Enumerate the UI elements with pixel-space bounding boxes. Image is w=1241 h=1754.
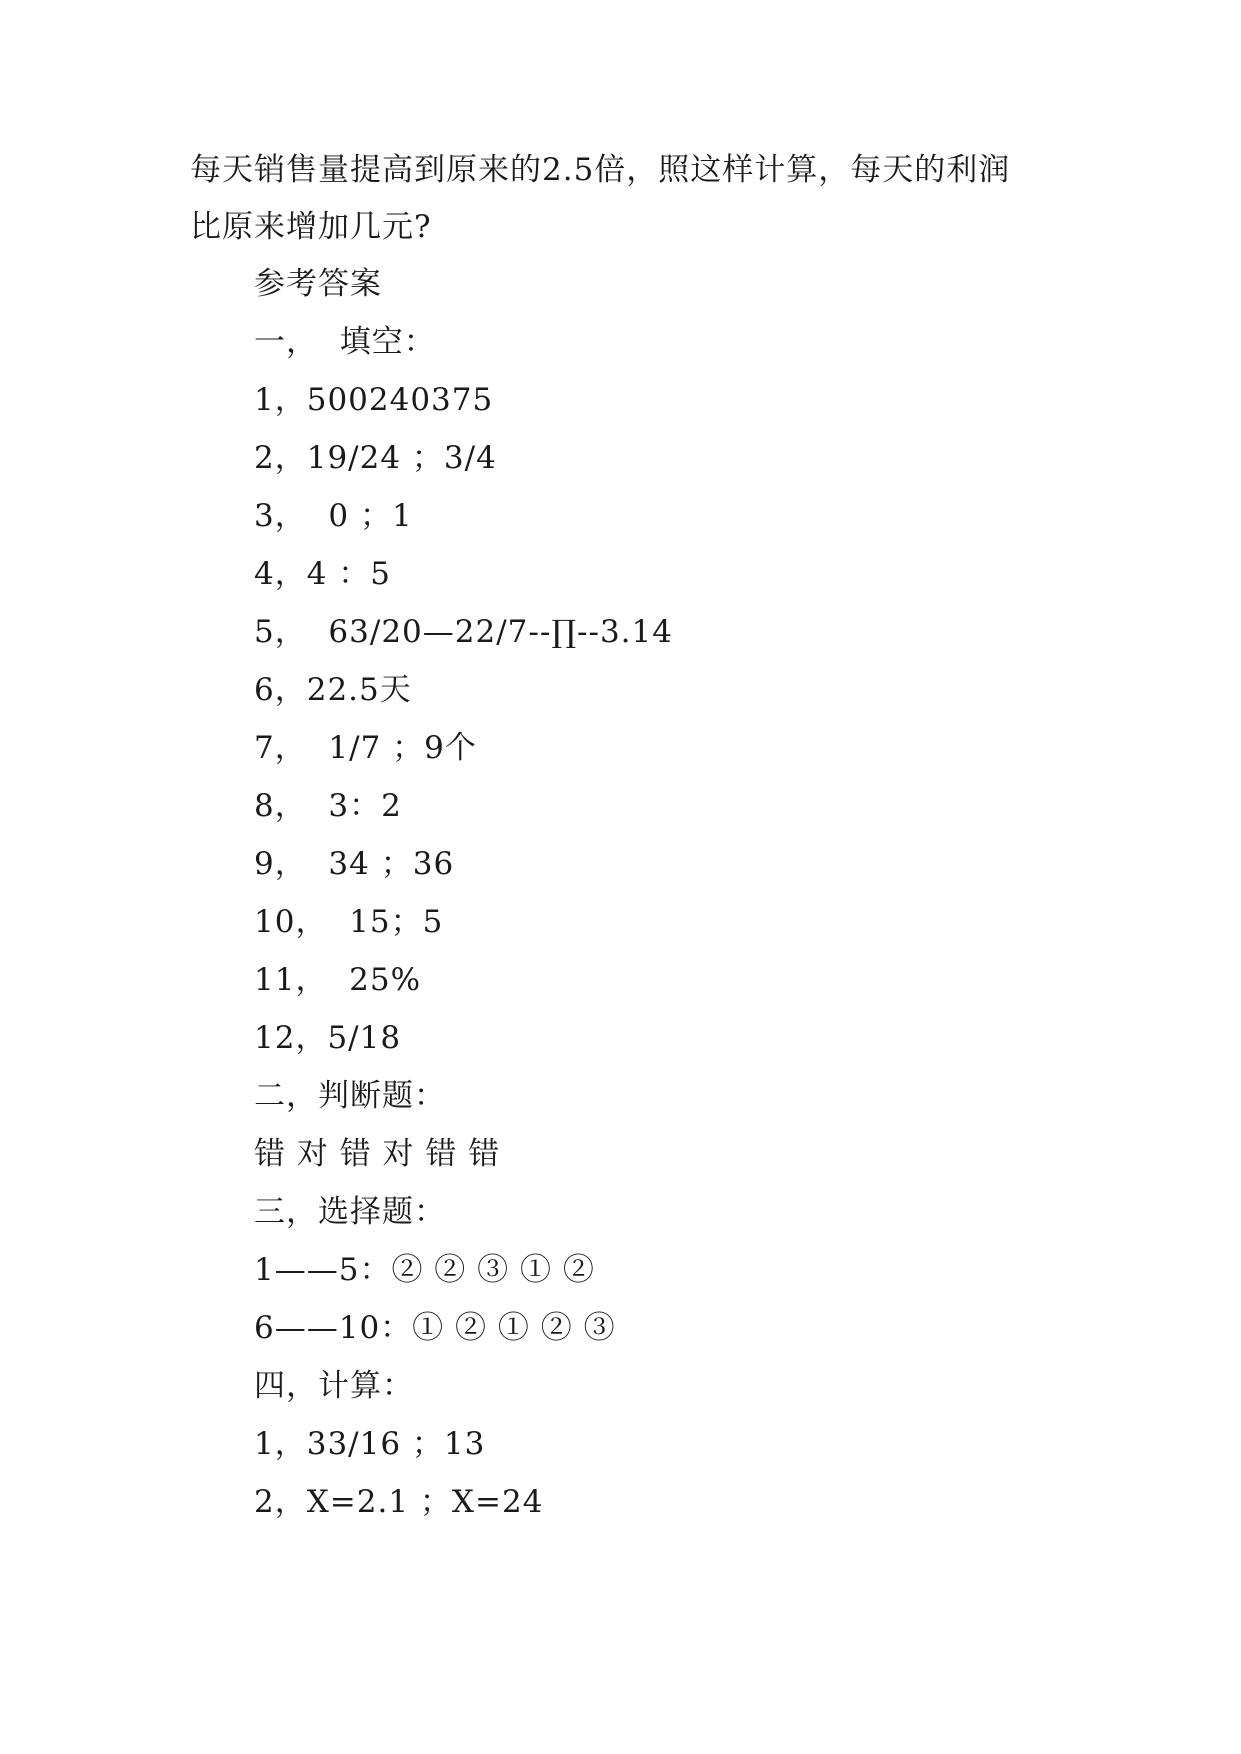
answer-line: 6，22.5天 [254,672,412,708]
answer-line: 1，500240375 [254,382,494,418]
answer-line: 4，4 ：5 [254,556,392,592]
answer-line: 10， 15；5 [254,904,444,940]
answer-line: 6——10：① ② ① ② ③ [254,1310,616,1346]
answer-line: 12，5/18 [254,1020,402,1056]
question-text-line-1: 每天销售量提高到原来的2.5倍，照这样计算，每天的利润 [190,152,1011,188]
question-text-line-2: 比原来增加几元? [190,209,432,245]
answer-line: 2，X=2.1 ；X=24 [254,1484,544,1520]
section-heading-multiple-choice: 三，选择题： [254,1194,446,1230]
answer-line: 错 对 错 对 错 错 [254,1136,501,1172]
answer-line: 8， 3：2 [254,788,402,824]
answer-line: 11， 25% [254,962,422,998]
answer-line: 1，33/16 ；13 [254,1426,486,1462]
section-heading-calculation: 四，计算： [254,1368,414,1404]
section-heading-fill-blank: 一， 填空： [254,324,436,360]
answer-line: 3， 0 ；1 [254,498,413,534]
section-heading-true-false: 二，判断题： [254,1078,446,1114]
answer-line: 9， 34 ；36 [254,846,455,882]
answer-line: 2，19/24 ；3/4 [254,440,497,476]
answer-heading: 参考答案 [254,266,382,302]
answer-line: 1——5：② ② ③ ① ② [254,1252,595,1288]
answer-line: 5， 63/20—22/7--∏--3.14 [254,614,673,650]
answer-line: 7， 1/7 ；9个 [254,730,477,766]
